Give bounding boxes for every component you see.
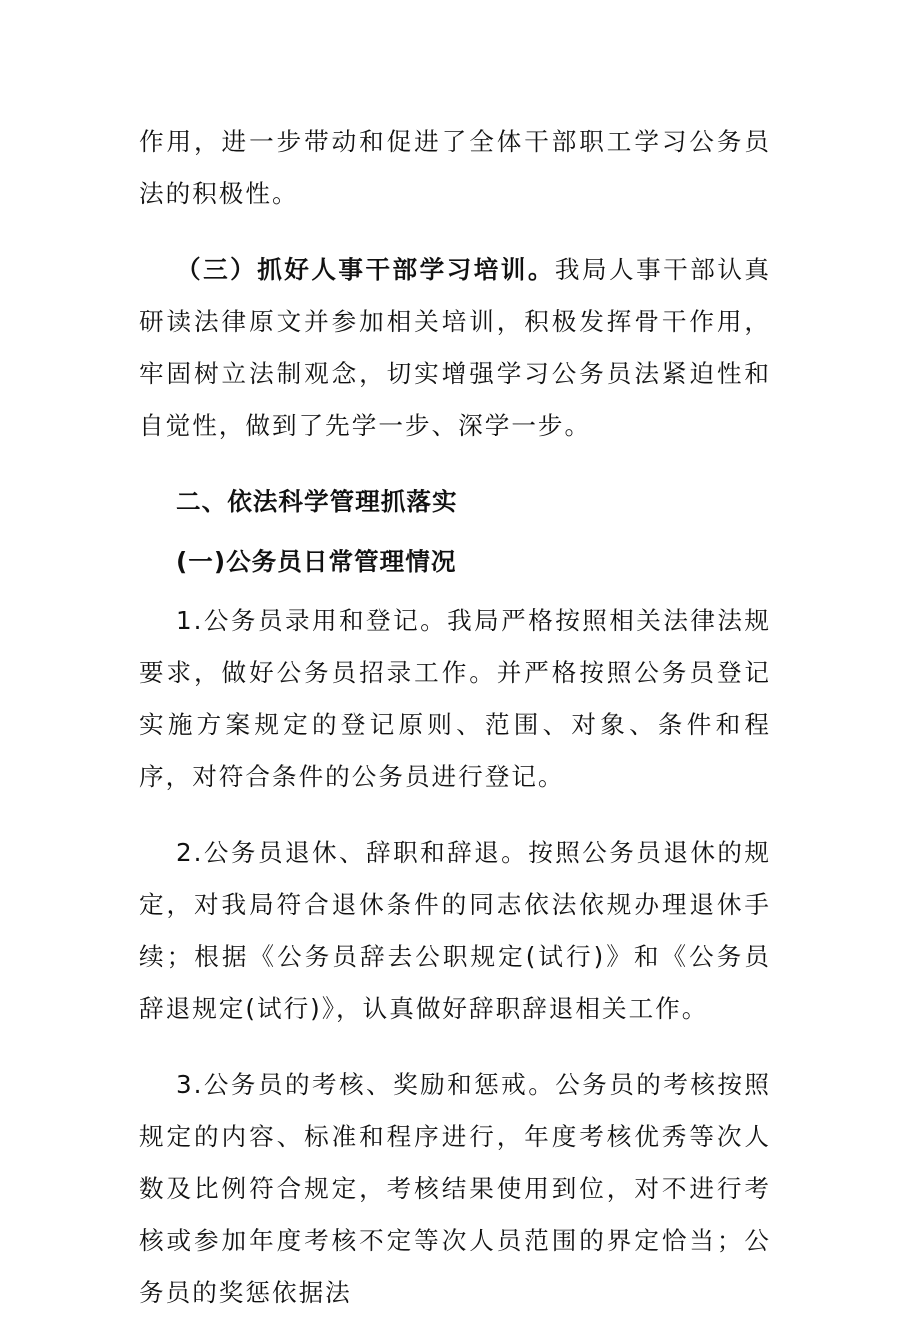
list-item-assessment: 3.公务员的考核、奖励和惩戒。公务员的考核按照规定的内容、标准和程序进行，年度考核优秀等次人数及比例符合规定，考核结果使用到位，对不进行考核或参加年度考核不定等次人员范围的界定恰当；公务员的奖惩依据法 (139, 1070, 771, 1307)
list-item-retirement: 2.公务员退休、辞职和辞退。按照公务员退休的规定，对我局符合退休条件的同志依法依规办理退休手续；根据《公务员辞去公职规定(试行)》和《公务员辞退规定(试行)》，认真做好辞职辞退相关工作。 (139, 838, 771, 1023)
list-item-recruitment: 1.公务员录用和登记。我局严格按照相关法律法规要求，做好公务员招录工作。并严格按照公务员登记实施方案规定的登记原则、范围、对象、条件和程序，对符合条件的公务员进行登记。 (139, 606, 771, 791)
section-heading: 二、依法科学管理抓落实 (176, 487, 458, 516)
paragraph-lead: （三）抓好人事干部学习培训。 (176, 255, 555, 284)
subsection-heading: (一)公务员日常管理情况 (176, 547, 457, 576)
document-content (139, 116, 771, 1343)
paragraph-training (139, 244, 771, 452)
paragraph-continuation: 作用，进一步带动和促进了全体干部职工学习公务员法的积极性。 (139, 127, 771, 208)
paragraph-body: 我局人事干部认真研读法律原文并参加相关培训，积极发挥骨干作用，牢固树立法制观念，切实增强学习公务员法紧迫性和自觉性，做到了先学一步、深学一步。 (139, 255, 771, 440)
